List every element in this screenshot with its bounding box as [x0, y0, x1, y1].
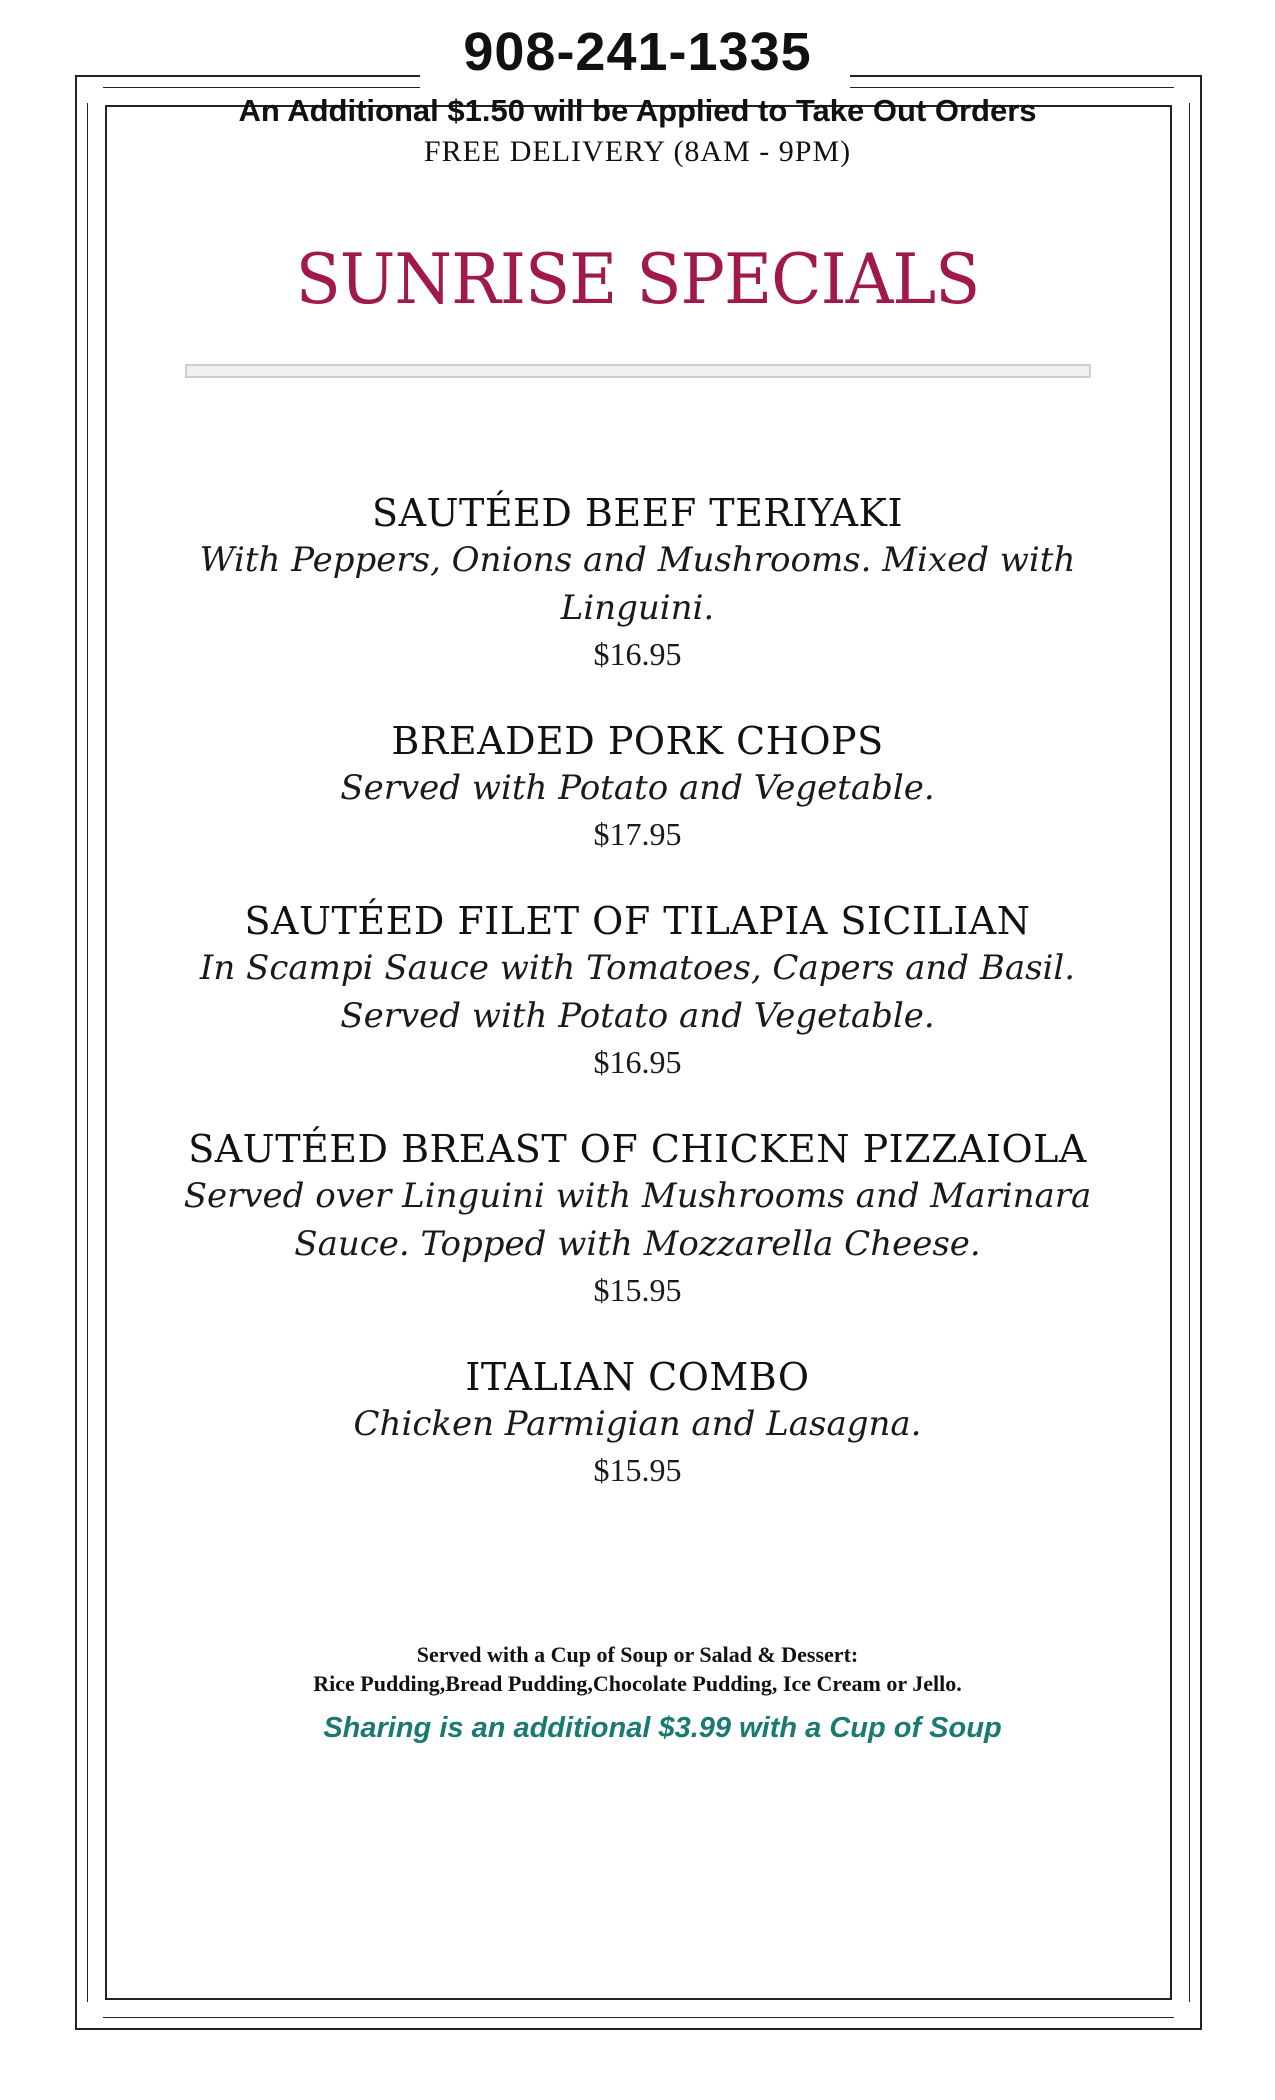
title-divider	[185, 364, 1091, 378]
item-description: Served with Potato and Vegetable.	[340, 996, 935, 1036]
item-description: Served with Potato and Vegetable.	[340, 768, 935, 808]
menu-items	[175, 490, 1100, 1534]
menu-item	[175, 1126, 1100, 1312]
item-name: SAUTÉED BREAST OF CHICKEN PIZZAIOLA	[188, 1127, 1087, 1171]
item-description: Sauce. Topped with Mozzarella Cheese.	[294, 1224, 981, 1264]
served-with-line-1: Served with a Cup of Soup or Salad & Dessert:	[416, 1642, 859, 1667]
item-price: $16.95	[593, 636, 682, 672]
served-with-line-2: Rice Pudding,Bread Pudding,Chocolate Pudding, Ice Cream or Jello.	[313, 1671, 962, 1696]
corner-ornament-bottom-left	[75, 2002, 103, 2030]
item-description: In Scampi Sauce with Tomatoes, Capers and Basil.	[199, 948, 1076, 988]
takeout-surcharge-note: An Additional $1.50 will be Applied to Take Out Orders	[238, 93, 1037, 128]
menu-item	[175, 490, 1100, 676]
item-description: Chicken Parmigian and Lasagna.	[353, 1404, 922, 1444]
item-description: Served over Linguini with Mushrooms and Marinara	[183, 1176, 1092, 1216]
item-description: Linguini.	[560, 588, 715, 628]
corner-ornament-bottom-right	[1174, 2002, 1202, 2030]
item-name: BREADED PORK CHOPS	[391, 719, 884, 763]
item-description: With Peppers, Onions and Mushrooms. Mixed with	[199, 540, 1076, 580]
menu-item	[175, 898, 1100, 1084]
item-price: $15.95	[593, 1272, 682, 1308]
phone-number: 908-241-1335	[463, 22, 812, 82]
sharing-note: Sharing is an additional $3.99 with a Cup of Soup	[323, 1712, 1002, 1744]
menu-title: SUNRISE SPECIALS	[295, 239, 980, 320]
menu-item	[175, 718, 1100, 856]
item-name: ITALIAN COMBO	[465, 1355, 810, 1399]
item-price: $17.95	[593, 816, 682, 852]
item-name: SAUTÉED BEEF TERIYAKI	[372, 491, 903, 535]
menu-item	[175, 1354, 1100, 1492]
free-delivery-note: FREE DELIVERY (8AM - 9PM)	[423, 135, 852, 168]
item-price: $15.95	[593, 1452, 682, 1488]
item-price: $16.95	[593, 1044, 682, 1080]
served-with-note	[0, 1640, 1275, 1698]
item-name: SAUTÉED FILET OF TILAPIA SICILIAN	[244, 899, 1031, 943]
